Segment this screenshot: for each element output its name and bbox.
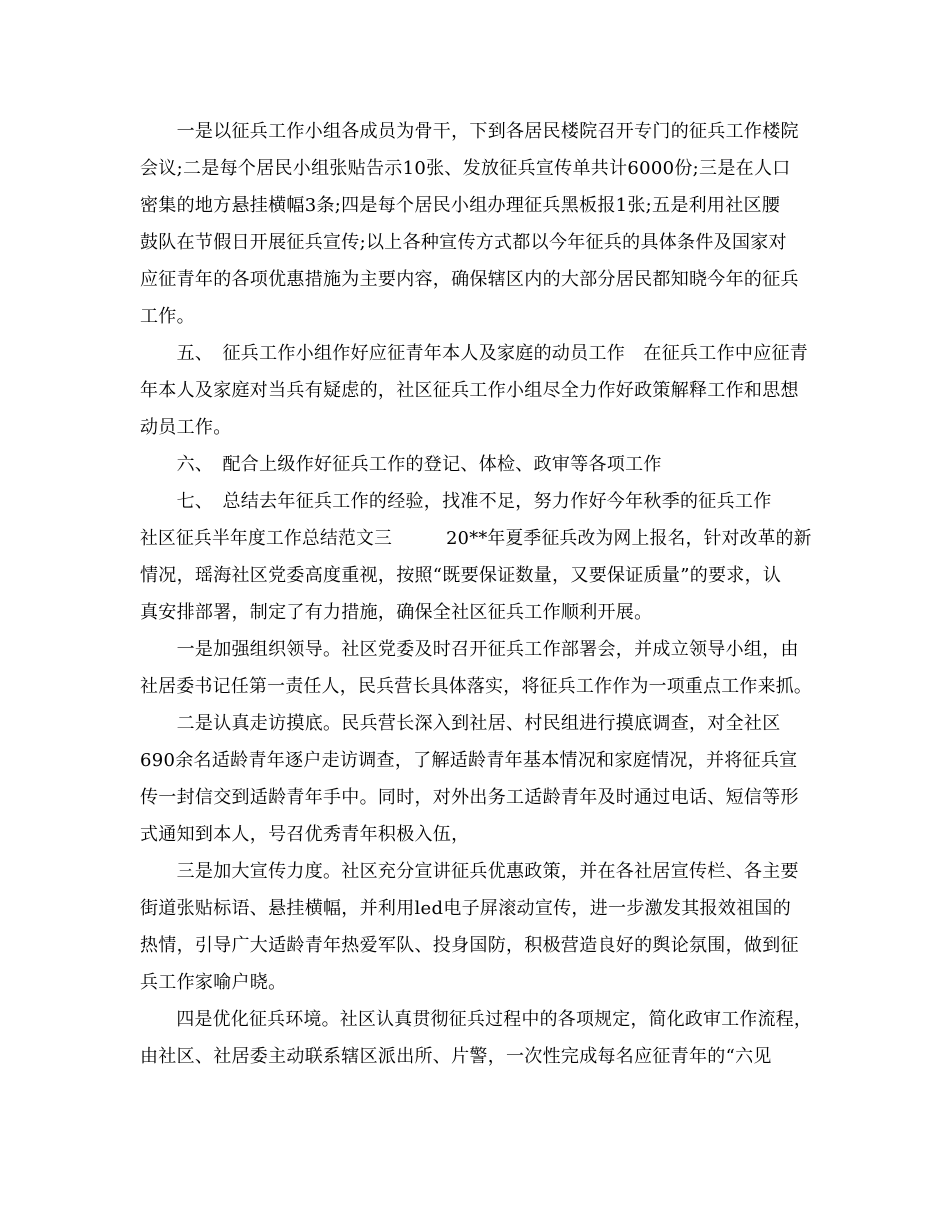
text-line: 四是优化征兵环境。社区认真贯彻征兵过程中的各项规定，简化政审工作流程， <box>140 1009 813 1030</box>
text-line: 应征青年的各项优惠措施为主要内容，确保辖区内的大部分居民都知晓今年的征兵 <box>140 269 799 290</box>
text-line: 会议;二是每个居民小组张贴告示10张、发放征兵宣传单共计6000份;三是在人口 <box>140 158 791 179</box>
text-line: 热情，引导广大适龄青年热爱军队、投身国防，积极营造良好的舆论氛围，做到征 <box>140 935 799 956</box>
text-line: 三是加大宣传力度。社区充分宣讲征兵优惠政策，并在各社居宣传栏、各主要 <box>140 861 799 882</box>
text-line: 五、 征兵工作小组作好应征青年本人及家庭的动员工作 在征兵工作中应征青 <box>140 343 809 364</box>
text-line: 社区征兵半年度工作总结范文三 20**年夏季征兵改为网上报名，针对改革的新 <box>140 528 812 549</box>
text-line: 鼓队在节假日开展征兵宣传;以上各种宣传方式都以今年征兵的具体条件及国家对 <box>140 232 787 253</box>
text-line: 六、 配合上级作好征兵工作的登记、体检、政审等各项工作 <box>140 454 662 475</box>
text-line: 一是加强组织领导。社区党委及时召开征兵工作部署会，并成立领导小组，由 <box>140 639 799 660</box>
text-line: 兵工作家喻户晓。 <box>140 972 287 993</box>
text-line: 动员工作。 <box>140 417 232 438</box>
text-line: 真安排部署，制定了有力措施，确保全社区征兵工作顺利开展。 <box>140 602 653 623</box>
text-line: 传一封信交到适龄青年手中。同时，对外出务工适龄青年及时通过电话、短信等形 <box>140 787 799 808</box>
text-line: 690余名适龄青年逐户走访调查，了解适龄青年基本情况和家庭情况，并将征兵宣 <box>140 750 798 771</box>
text-line: 由社区、社居委主动联系辖区派出所、片警，一次性完成每名应征青年的“六见 <box>140 1046 772 1067</box>
text-line: 一是以征兵工作小组各成员为骨干，下到各居民楼院召开专门的征兵工作楼院 <box>140 121 799 142</box>
text-line: 密集的地方悬挂横幅3条;四是每个居民小组办理征兵黑板报1张;五是利用社区腰 <box>140 195 781 216</box>
text-line: 情况，瑶海社区党委高度重视，按照“既要保证数量，又要保证质量”的要求，认 <box>140 565 782 586</box>
text-line: 七、 总结去年征兵工作的经验，找准不足，努力作好今年秋季的征兵工作 <box>140 491 772 512</box>
text-line: 工作。 <box>140 306 195 327</box>
text-line: 社居委书记任第一责任人，民兵营长具体落实，将征兵工作作为一项重点工作来抓。 <box>140 676 813 697</box>
text-line: 式通知到本人，号召优秀青年积极入伍， <box>140 824 470 845</box>
text-line: 二是认真走访摸底。民兵营长深入到社居、村民组进行摸底调查，对全社区 <box>140 713 781 734</box>
text-line: 街道张贴标语、悬挂横幅，并利用led电子屏滚动宣传，进一步激发其报效祖国的 <box>140 898 792 919</box>
text-line: 年本人及家庭对当兵有疑虑的，社区征兵工作小组尽全力作好政策解释工作和思想 <box>140 380 799 401</box>
